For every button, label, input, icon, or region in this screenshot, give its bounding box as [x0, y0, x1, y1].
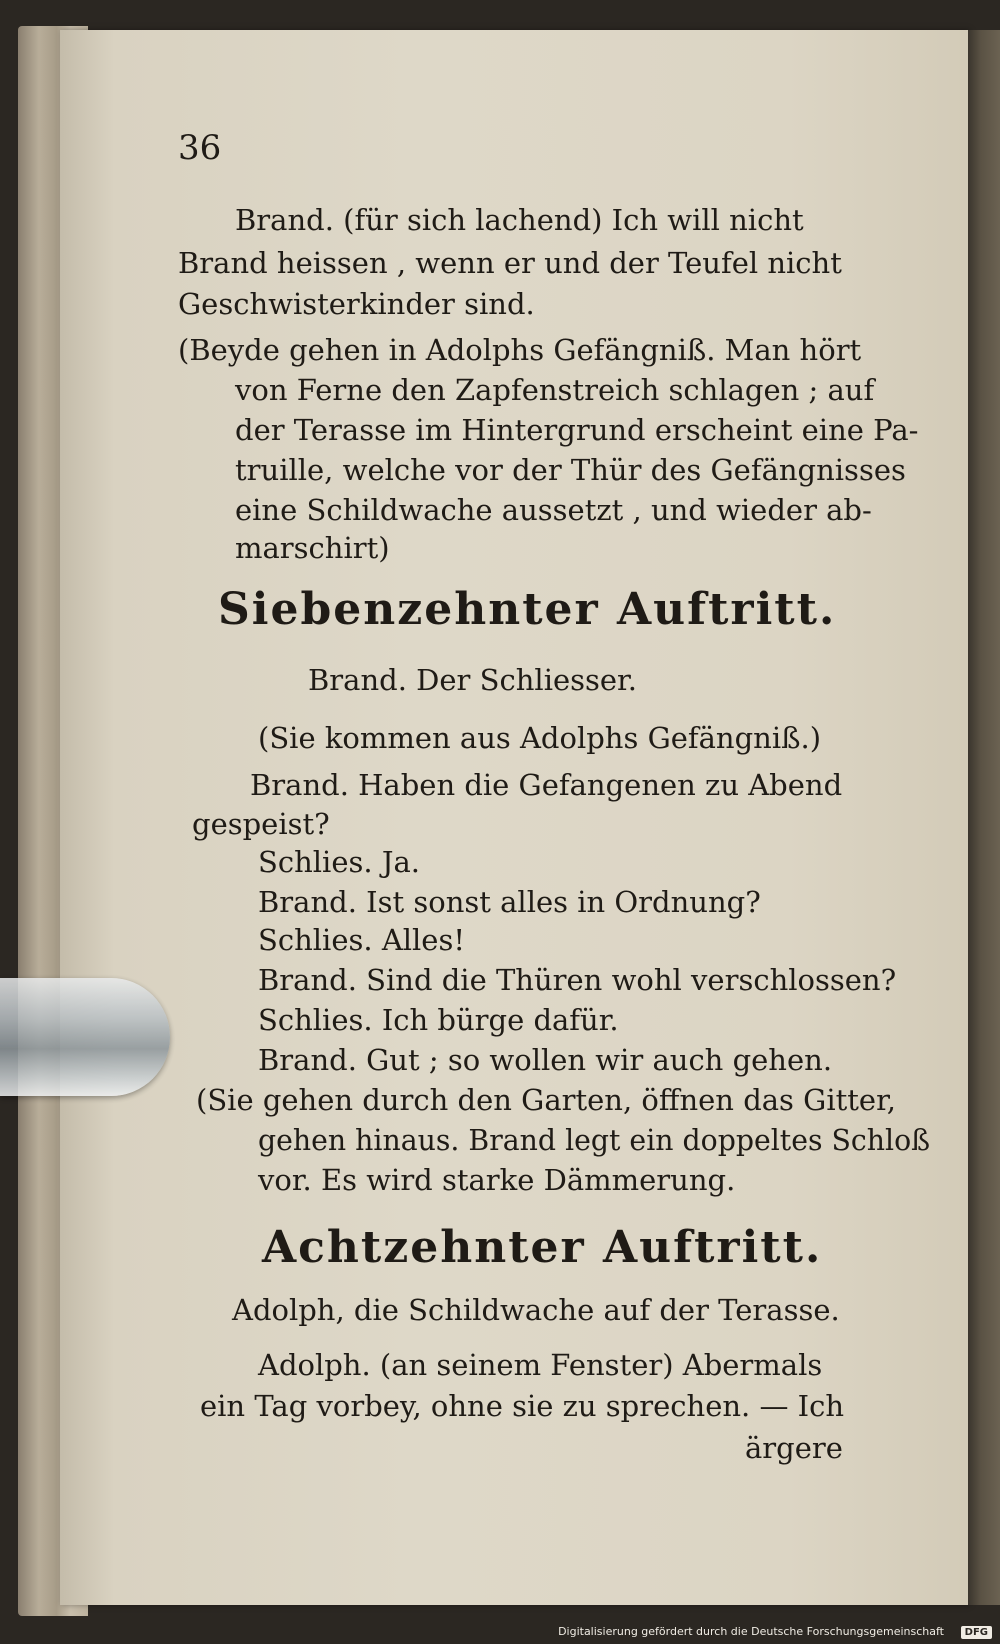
digitization-credit: Digitalisierung gefördert durch die Deutsche Forschungsgemeinschaft — [558, 1625, 944, 1638]
dialogue-line: ein Tag vorbey, ohne sie zu sprechen. — Ich — [200, 1389, 845, 1423]
stage-direction: eine Schildwache aussetzt , und wieder ab- — [235, 493, 872, 527]
page-clip — [0, 978, 170, 1096]
facing-page-edge — [968, 30, 1000, 1605]
dfg-logo: DFG — [961, 1626, 992, 1639]
dialogue-line: Brand. Gut ; so wollen wir auch gehen. — [258, 1043, 833, 1077]
stage-direction: vor. Es wird starke Dämmerung. — [258, 1163, 736, 1197]
stage-direction: (Beyde gehen in Adolphs Gefängniß. Man hört — [178, 333, 862, 367]
stage-direction: (Sie kommen aus Adolphs Gefängniß.) — [258, 721, 822, 755]
dialogue-line: Adolph. (an seinem Fenster) Abermals — [258, 1348, 823, 1382]
stage-direction: truille, welche vor der Thür des Gefängnisses — [235, 453, 906, 487]
dialogue-line: gespeist? — [192, 807, 330, 841]
dialogue-line: Brand. Sind die Thüren wohl verschlossen? — [258, 963, 897, 997]
stage-direction: der Terasse im Hintergrund erscheint eine Pa- — [235, 413, 919, 447]
dialogue-line: Schlies. Ich bürge dafür. — [258, 1003, 619, 1037]
dialogue-line: Brand. Ist sonst alles in Ordnung? — [258, 885, 761, 919]
page-number: 36 — [178, 128, 222, 168]
stage-direction: von Ferne den Zapfenstreich schlagen ; auf — [235, 373, 875, 407]
text-line: Brand heissen , wenn er und der Teufel nicht — [178, 246, 842, 280]
character-list: Brand. Der Schliesser. — [308, 663, 637, 697]
stage-direction: gehen hinaus. Brand legt ein doppeltes Schloß — [258, 1123, 931, 1157]
catchword: ärgere — [745, 1431, 843, 1465]
character-list: Adolph, die Schildwache auf der Terasse. — [232, 1293, 840, 1327]
scene-heading: Achtzehnter Auftritt. — [262, 1222, 823, 1273]
dialogue-line: Schlies. Ja. — [258, 845, 420, 879]
dialogue-line: Schlies. Alles! — [258, 923, 466, 957]
scene-heading: Siebenzehnter Auftritt. — [218, 584, 837, 635]
stage-direction: (Sie gehen durch den Garten, öffnen das Gitter, — [196, 1083, 896, 1117]
text-line: Brand. (für sich lachend) Ich will nicht — [235, 203, 804, 237]
dialogue-line: Brand. Haben die Gefangenen zu Abend — [250, 768, 843, 802]
stage-direction: marschirt) — [235, 531, 390, 565]
text-line: Geschwisterkinder sind. — [178, 287, 535, 321]
